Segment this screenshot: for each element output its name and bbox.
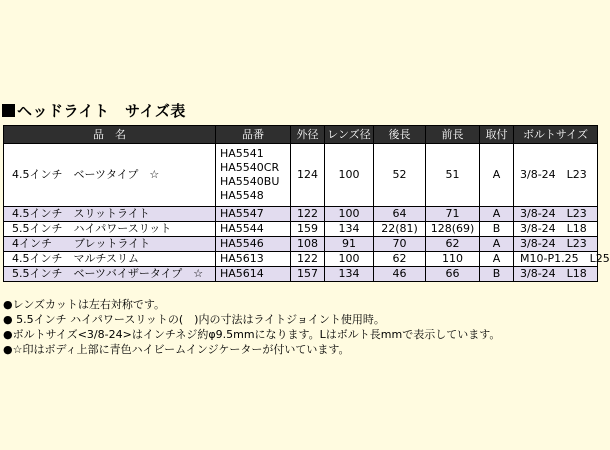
row-rear: 46 (374, 267, 426, 282)
row-lens: 100 (325, 144, 374, 207)
table-row (4, 252, 598, 267)
row-bolt: 3/8-24 L23 (514, 144, 598, 207)
header-model: 品番 (216, 126, 291, 144)
note-item: ●☆印はボディ上部に青色ハイビームインジケーターが付いています。 (3, 343, 350, 356)
row-name: 5.5インチ ベーツバイザータイプ ☆ (4, 267, 216, 282)
row-lens: 100 (325, 252, 374, 267)
header-outer: 外径 (291, 126, 325, 144)
row-bolt: 3/8-24 L18 (514, 222, 598, 237)
row-front: 66 (426, 267, 480, 282)
row-name: 4インチ ブレットライト (4, 237, 216, 252)
row-model: HA5544 (216, 222, 291, 237)
row-outer: 159 (291, 222, 325, 237)
row-rear: 22(81) (374, 222, 426, 237)
row-bolt: 3/8-24 L23 (514, 237, 598, 252)
size-table (3, 125, 610, 282)
row-lens: 134 (325, 267, 374, 282)
row-rear: 70 (374, 237, 426, 252)
row-outer: 108 (291, 237, 325, 252)
row-name: 4.5インチ スリットライト (4, 207, 216, 222)
model-number: HA5548 (220, 189, 264, 202)
page-title (2, 100, 186, 121)
model-number: HA5540BU (220, 175, 280, 188)
note-item: ●ボルトサイズ<3/8-24>はインチネジ約φ9.5mmになります。Lはボルト長mmで表示しています。 (3, 328, 501, 341)
row-lens: 91 (325, 237, 374, 252)
row-models (216, 144, 291, 207)
row-model: HA5546 (216, 237, 291, 252)
row-lens: 100 (325, 207, 374, 222)
title-text: ヘッドライト サイズ表 (17, 102, 186, 120)
row-outer: 122 (291, 207, 325, 222)
row-outer: 122 (291, 252, 325, 267)
row-front: 51 (426, 144, 480, 207)
header-name: 品 名 (4, 126, 216, 144)
row-model: HA5547 (216, 207, 291, 222)
header-lens: レンズ径 (325, 126, 374, 144)
row-front: 71 (426, 207, 480, 222)
row-name: 4.5インチ マルチスリム (4, 252, 216, 267)
table-row (4, 267, 598, 282)
title-square-marker (2, 104, 15, 117)
table-header-row (4, 126, 598, 144)
row-outer: 124 (291, 144, 325, 207)
row-outer: 157 (291, 267, 325, 282)
row-rear: 64 (374, 207, 426, 222)
row-mount: B (480, 267, 514, 282)
row-mount: A (480, 207, 514, 222)
row-mount: A (480, 252, 514, 267)
row-front: 110 (426, 252, 480, 267)
row-front: 62 (426, 237, 480, 252)
table-row (4, 237, 598, 252)
table-row (4, 222, 598, 237)
notes (3, 297, 500, 357)
row-mount: A (480, 237, 514, 252)
note-item: ●レンズカットは左右対称です。 (3, 298, 166, 311)
model-number: HA5541 (220, 147, 264, 160)
row-bolt: 3/8-24 L23 (514, 207, 598, 222)
row-mount: B (480, 222, 514, 237)
model-number: HA5540CR (220, 161, 280, 174)
header-front: 前長 (426, 126, 480, 144)
header-bolt: ボルトサイズ (514, 126, 598, 144)
row-rear: 52 (374, 144, 426, 207)
row-mount: A (480, 144, 514, 207)
row-model: HA5614 (216, 267, 291, 282)
header-mount: 取付 (480, 126, 514, 144)
table-row (4, 207, 598, 222)
row-name: 5.5インチ ハイパワースリット (4, 222, 216, 237)
row-name: 4.5インチ ベーツタイプ ☆ (4, 144, 216, 207)
header-rear: 後長 (374, 126, 426, 144)
row-model: HA5613 (216, 252, 291, 267)
row-bolt: M10-P1.25 L25 (514, 252, 598, 267)
row-rear: 62 (374, 252, 426, 267)
row-bolt: 3/8-24 L18 (514, 267, 598, 282)
table-row (4, 144, 598, 207)
note-item: ● 5.5インチ ハイパワースリットの( )内の寸法はライトジョイント使用時。 (3, 313, 385, 326)
row-front: 128(69) (426, 222, 480, 237)
row-lens: 134 (325, 222, 374, 237)
